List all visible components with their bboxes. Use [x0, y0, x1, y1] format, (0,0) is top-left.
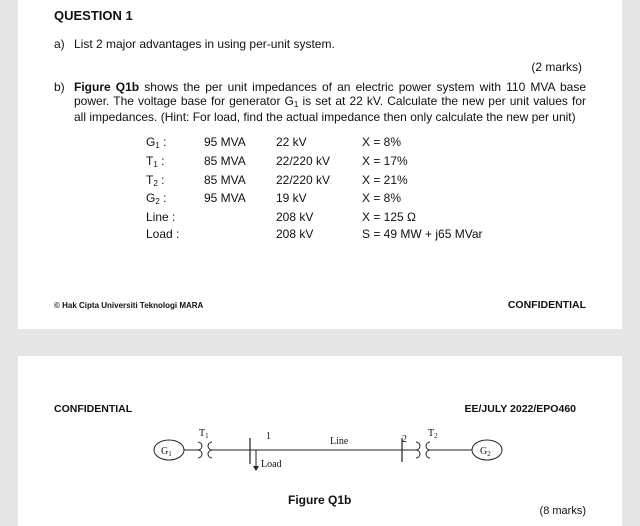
parameter-row	[146, 153, 502, 172]
exam-code: EE/JULY 2022/EPO460	[464, 403, 576, 415]
transformer-t1-secondary	[208, 442, 212, 458]
component-kv: 19 kV	[276, 191, 307, 206]
bus-2-label: 2	[402, 434, 407, 445]
confidential-header: CONFIDENTIAL	[54, 403, 133, 415]
component-kv: 22/220 kV	[276, 172, 331, 187]
t2-label: $T_2$	[428, 428, 438, 440]
component-kv: 22/220 kV	[276, 153, 331, 168]
t1-label: $T_1$	[199, 428, 209, 440]
marks-part-a: (2 marks)	[531, 60, 582, 74]
component-kv: 208 kV	[276, 210, 314, 225]
component-value: X = 21%	[362, 172, 408, 187]
component-name: $T_2$ :	[146, 172, 165, 188]
part-b-label: b)	[54, 80, 65, 94]
component-name: $G_1$ :	[146, 135, 167, 150]
figure-caption: Figure Q1b	[288, 493, 352, 507]
g1-label: $G_1$	[161, 446, 172, 458]
component-kv: 208 kV	[276, 226, 314, 241]
component-kv: 22 kV	[276, 135, 307, 149]
exam-page-2	[18, 356, 622, 526]
bus-1-label: 1	[266, 431, 271, 442]
component-mva	[204, 226, 276, 243]
component-mva	[204, 209, 276, 226]
transformer-t2-primary	[416, 442, 420, 458]
component-name: Load :	[146, 226, 180, 241]
marks-part-b: (8 marks)	[539, 505, 586, 517]
component-value: X = 8%	[362, 191, 402, 206]
single-line-diagram	[146, 424, 506, 480]
question-part-b	[54, 80, 586, 125]
line-label: Line	[330, 436, 349, 447]
figure-reference: Figure Q1b	[74, 80, 140, 94]
component-name: $G_2$ :	[146, 191, 167, 207]
question-part-a	[54, 37, 335, 51]
transformer-t2-secondary	[426, 442, 430, 458]
exam-page-1	[18, 0, 622, 329]
component-mva: 95 MVA	[204, 191, 246, 206]
parameter-row	[146, 190, 502, 209]
parameter-row	[146, 134, 502, 153]
transformer-t1-primary	[198, 442, 202, 458]
part-b-text: Figure Q1b shows the per unit impedances of an electric power system with 110 MVA base power. The voltage base for generator $G_1$ is set at 22 kV. Calculate the new per unit values for all impedances. (Hint: For load, find the actual impedance then only calculate the new per unit)	[74, 80, 587, 125]
parameter-row	[146, 209, 502, 226]
g2-label: $G_2$	[480, 446, 491, 458]
component-value: X = 125 Ω	[362, 210, 417, 225]
component-value: S = 49 MW + j65 MVar	[362, 226, 483, 241]
component-mva: 85 MVA	[204, 172, 246, 187]
confidential-footer: CONFIDENTIAL	[507, 299, 586, 311]
load-label: Load	[261, 459, 282, 470]
parameter-row	[146, 172, 502, 191]
part-a-label: a)	[54, 37, 65, 51]
component-mva: 85 MVA	[204, 153, 246, 168]
part-a-text: List 2 major advantages in using per-unit system.	[74, 37, 335, 51]
copyright-notice: © Hak Cipta Universiti Teknologi MARA	[54, 301, 204, 310]
parameter-row	[146, 226, 502, 243]
parameter-table	[146, 134, 502, 243]
load-arrow	[253, 466, 259, 471]
component-value: X = 8%	[362, 135, 402, 149]
question-title: QUESTION 1	[54, 8, 133, 23]
component-value: X = 17%	[362, 153, 408, 168]
component-name: $T_1$ :	[146, 153, 165, 169]
component-mva: 95 MVA	[204, 135, 246, 149]
component-name: Line :	[146, 210, 176, 225]
